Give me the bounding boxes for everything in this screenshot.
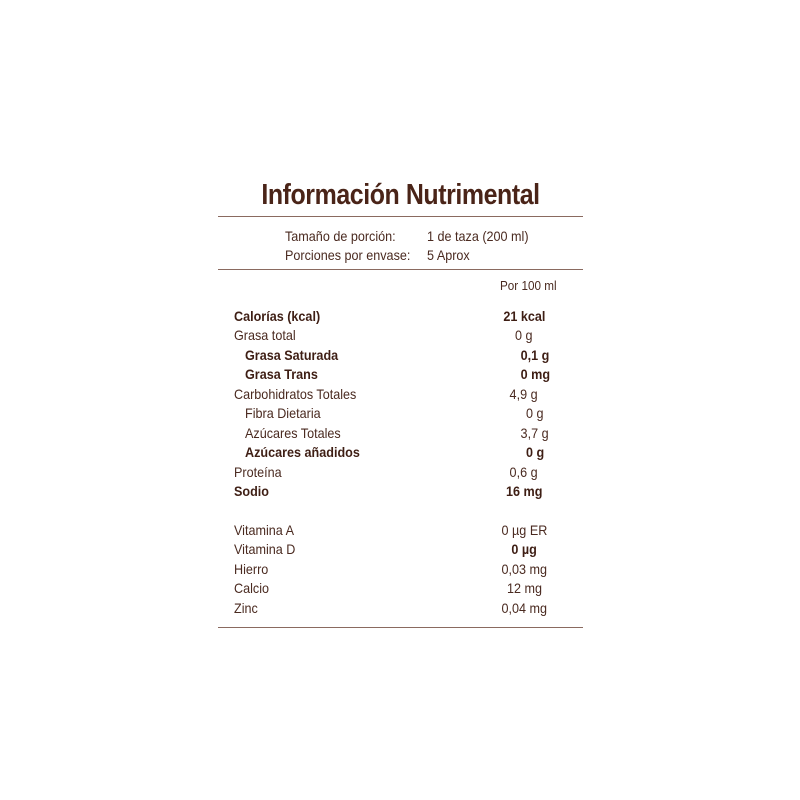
nutrient-row-label: Calorías (kcal) [234,307,321,324]
serving-size-row [285,227,583,246]
nutrient-row [218,443,583,463]
nutrient-row [218,345,583,365]
serving-size-value: 1 de taza (200 ml) [427,228,529,244]
nutrient-row [218,423,583,443]
nutrient-row-label: Sodio [234,483,270,500]
nutrient-row-label: Carbohidratos Totales [234,385,357,402]
nutrient-row-label: Grasa total [234,327,296,344]
serving-size-label: Tamaño de porción: [285,228,396,244]
vitamin-row [218,579,583,599]
vitamin-row [218,520,583,540]
vitamin-row-value: 0 µg [511,541,537,558]
vitamin-row-value: 12 mg [506,580,542,597]
nutrition-facts-panel [218,178,583,628]
section-gap [218,501,583,520]
nutrient-row [218,306,583,326]
servings-per-container-row [285,246,583,265]
vitamin-row-label: Hierro [234,560,269,577]
vitamin-row-value: 0,03 mg [501,560,547,577]
vitamin-row-label: Zinc [234,599,258,616]
nutrient-row-value: 16 mg [505,483,543,500]
vitamin-row-label: Vitamina D [234,541,296,558]
vitamin-row [218,559,583,579]
vitamin-row-value: 0 µg ER [501,521,547,538]
servings-per-container-value: 5 Aprox [427,247,470,263]
nutrient-row-value: 0,6 g [509,463,539,480]
servings-per-container-label: Porciones por envase: [285,247,411,263]
nutrient-row-value: 3,7 g [520,424,550,441]
nutrient-row-label: Azúcares añadidos [245,444,360,461]
vitamin-row-label: Calcio [234,580,270,597]
nutrient-row-value: 21 kcal [502,307,546,324]
nutrient-row-value: 4,9 g [509,385,539,402]
vitamin-list [218,520,583,618]
vitamin-row [218,598,583,618]
vitamin-row [218,540,583,560]
vitamin-row-value: 0,04 mg [501,599,547,616]
nutrient-row [218,462,583,482]
nutrient-row-value: 0 g [526,405,544,422]
vitamin-row-label: Vitamina A [234,521,295,538]
nutrient-row-label: Grasa Saturada [245,346,339,363]
column-header: Por 100 ml [500,278,557,293]
serving-info [218,217,583,269]
nutrient-row-value: 0 g [525,444,545,461]
nutrient-row-value: 0,1 g [520,346,550,363]
bottom-divider [218,627,583,628]
nutrient-row [218,365,583,385]
nutrient-row-value: 0 mg [520,366,550,383]
nutrient-row-label: Fibra Dietaria [245,405,321,422]
panel-title: Información Nutrimental [261,179,540,211]
nutrient-row-label: Grasa Trans [245,366,318,383]
nutrient-row [218,384,583,404]
nutrient-row [218,482,583,502]
nutrient-row-label: Proteína [234,463,282,480]
nutrient-row-label: Azúcares Totales [245,424,341,441]
nutrient-row [218,326,583,346]
nutrient-row-value: 0 g [515,327,533,344]
nutrient-row [218,404,583,424]
nutrient-list [218,306,583,501]
